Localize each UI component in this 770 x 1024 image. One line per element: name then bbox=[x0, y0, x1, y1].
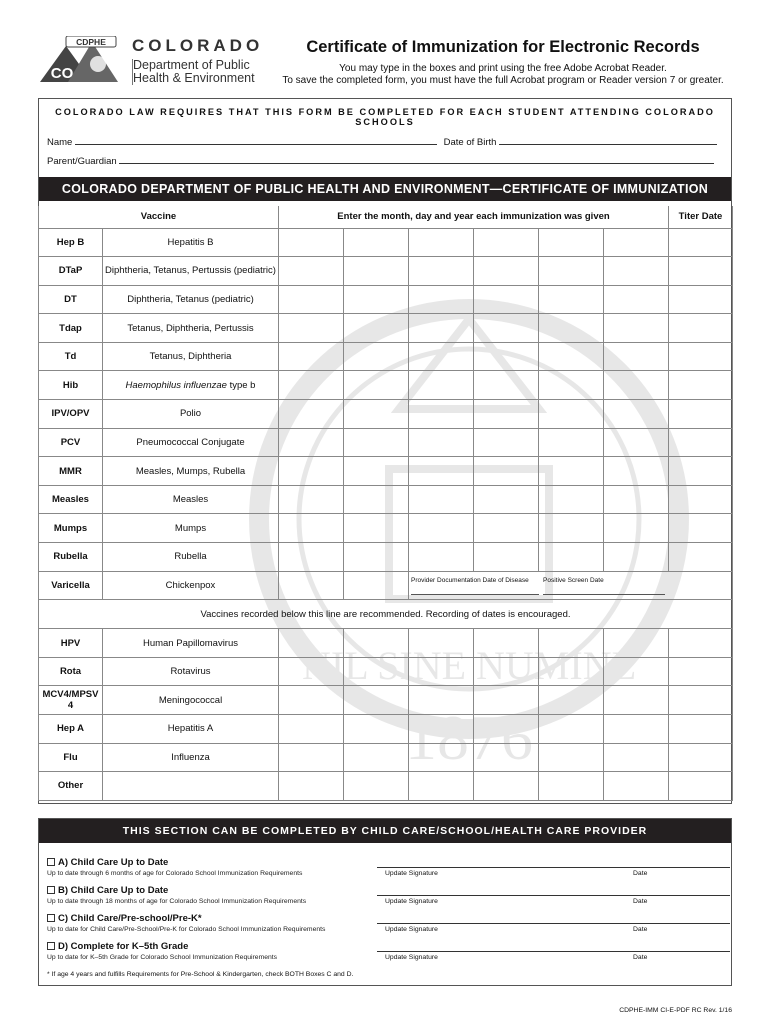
provider-documentation-field[interactable]: Provider Documentation Date of Disease bbox=[411, 575, 539, 595]
titer-date-field[interactable] bbox=[669, 485, 733, 514]
vaccine-abbr: Rubella bbox=[39, 543, 103, 572]
vaccine-abbr: DT bbox=[39, 285, 103, 314]
recommended-note: Vaccines recorded below this line are recommended. Recording of dates is encouraged. bbox=[39, 600, 733, 629]
dose-date-field[interactable] bbox=[344, 285, 409, 314]
dose-date-field[interactable] bbox=[474, 657, 539, 686]
name-row bbox=[47, 135, 717, 148]
vaccine-abbr: MMR bbox=[39, 457, 103, 486]
dose-date-field[interactable] bbox=[409, 743, 474, 772]
dose-date-field[interactable] bbox=[474, 314, 539, 343]
vaccine-name: Mumps bbox=[103, 514, 279, 543]
dose-date-field[interactable] bbox=[279, 400, 344, 429]
dose-date-field[interactable] bbox=[604, 457, 669, 486]
dose-date-field[interactable] bbox=[539, 485, 604, 514]
dose-date-field[interactable] bbox=[344, 686, 409, 715]
positive-screen-field[interactable]: Positive Screen Date bbox=[543, 575, 665, 595]
vaccine-name bbox=[103, 371, 279, 400]
dob-label: Date of Birth bbox=[443, 137, 497, 148]
vaccine-abbr: Flu bbox=[39, 743, 103, 772]
vaccine-abbr: Varicella bbox=[39, 571, 103, 600]
vaccine-abbr: MCV4/MPSV 4 bbox=[39, 686, 103, 715]
certificate-frame bbox=[38, 98, 732, 804]
disease-documentation-cell bbox=[409, 571, 733, 600]
vaccine-name: Influenza bbox=[103, 743, 279, 772]
name-field[interactable] bbox=[75, 135, 437, 145]
logo-initials: CO bbox=[50, 65, 74, 82]
dose-date-field[interactable] bbox=[344, 657, 409, 686]
seal-motto: NIL SINE NUMINE bbox=[301, 643, 637, 688]
dose-date-field[interactable] bbox=[474, 514, 539, 543]
signature-line[interactable] bbox=[377, 895, 730, 905]
dose-date-field[interactable] bbox=[539, 772, 604, 801]
dose-date-field[interactable] bbox=[539, 715, 604, 744]
dose-date-field[interactable] bbox=[604, 715, 669, 744]
vaccine-row bbox=[39, 285, 733, 314]
dose-date-field[interactable] bbox=[344, 715, 409, 744]
form-title: Certificate of Immunization for Electronic Records bbox=[306, 38, 700, 56]
dose-date-field[interactable] bbox=[409, 257, 474, 286]
dose-date-field[interactable] bbox=[409, 428, 474, 457]
vaccine-row bbox=[39, 314, 733, 343]
name-label: Name bbox=[47, 137, 73, 148]
titer-date-field[interactable] bbox=[669, 257, 733, 286]
dose-date-field[interactable] bbox=[409, 285, 474, 314]
titer-date-field[interactable] bbox=[669, 629, 733, 658]
dose-date-field[interactable] bbox=[409, 686, 474, 715]
titer-date-field[interactable] bbox=[669, 314, 733, 343]
dose-date-field[interactable] bbox=[604, 371, 669, 400]
dose-date-field[interactable] bbox=[604, 629, 669, 658]
option-description: Up to date through 6 months of age for Colorado School Immunization Requirements bbox=[47, 870, 303, 877]
titer-date-field[interactable] bbox=[669, 743, 733, 772]
dose-date-field[interactable] bbox=[474, 400, 539, 429]
vaccine-row-varicella bbox=[39, 571, 733, 600]
vaccine-name bbox=[103, 772, 279, 801]
vaccine-name: Human Papillomavirus bbox=[103, 629, 279, 658]
dose-date-field[interactable] bbox=[474, 428, 539, 457]
vaccine-name: Diphtheria, Tetanus, Pertussis (pediatric) bbox=[103, 257, 279, 286]
dose-date-field[interactable] bbox=[604, 772, 669, 801]
dose-date-field[interactable] bbox=[409, 543, 474, 572]
vaccine-row bbox=[39, 485, 733, 514]
option-checkbox[interactable] bbox=[47, 886, 55, 894]
dob-field[interactable] bbox=[499, 135, 717, 145]
dose-date-field[interactable] bbox=[344, 743, 409, 772]
dose-date-field[interactable] bbox=[409, 657, 474, 686]
dose-date-field[interactable] bbox=[474, 342, 539, 371]
vaccine-name: Rubella bbox=[103, 543, 279, 572]
vaccine-abbr: Measles bbox=[39, 485, 103, 514]
vaccine-name-italic: Haemophilus influenzae bbox=[125, 379, 227, 391]
titer-date-field[interactable] bbox=[669, 228, 733, 257]
vaccine-row bbox=[39, 228, 733, 257]
dose-date-field[interactable] bbox=[604, 257, 669, 286]
option-checkbox[interactable] bbox=[47, 858, 55, 866]
dose-date-field[interactable] bbox=[604, 657, 669, 686]
vaccine-name: Diphtheria, Tetanus (pediatric) bbox=[103, 285, 279, 314]
dose-date-field[interactable] bbox=[279, 485, 344, 514]
col-header-vaccine: Vaccine bbox=[39, 206, 279, 228]
provider-section bbox=[38, 818, 732, 986]
dose-date-field[interactable] bbox=[474, 629, 539, 658]
vaccine-name: Pneumococcal Conjugate bbox=[103, 428, 279, 457]
option-description: Up to date for K–5th Grade for Colorado School Immunization Requirements bbox=[47, 954, 278, 961]
dose-date-field[interactable] bbox=[409, 228, 474, 257]
dose-date-field[interactable] bbox=[474, 715, 539, 744]
col-header-titer: Titer Date bbox=[669, 206, 733, 228]
dose-date-field[interactable] bbox=[539, 257, 604, 286]
vaccine-name: Rotavirus bbox=[103, 657, 279, 686]
form-code: CDPHE-IMM CI-E-PDF RC Rev. 1/16 bbox=[619, 1007, 732, 1014]
dose-date-field[interactable] bbox=[279, 629, 344, 658]
dose-date-field[interactable] bbox=[539, 457, 604, 486]
logo-state-name: COLORADO bbox=[132, 36, 264, 55]
form-header bbox=[38, 36, 738, 88]
vaccine-abbr: Td bbox=[39, 342, 103, 371]
dose-date-field[interactable] bbox=[604, 342, 669, 371]
vaccine-row bbox=[39, 772, 733, 801]
logo-badge-text: CDPHE bbox=[76, 37, 106, 47]
dose-date-field[interactable] bbox=[474, 485, 539, 514]
provider-option bbox=[47, 913, 727, 939]
dose-date-field[interactable] bbox=[279, 571, 344, 600]
dose-date-field[interactable] bbox=[474, 686, 539, 715]
vaccine-row bbox=[39, 428, 733, 457]
vaccine-abbr: Rota bbox=[39, 657, 103, 686]
dose-date-field[interactable] bbox=[409, 371, 474, 400]
dose-date-field[interactable] bbox=[344, 514, 409, 543]
dose-date-field[interactable] bbox=[279, 257, 344, 286]
dose-date-field[interactable] bbox=[409, 629, 474, 658]
dose-date-field[interactable] bbox=[604, 485, 669, 514]
vaccine-abbr: HPV bbox=[39, 629, 103, 658]
dose-date-field[interactable] bbox=[539, 371, 604, 400]
titer-date-field[interactable] bbox=[669, 285, 733, 314]
dose-date-field[interactable] bbox=[539, 657, 604, 686]
logo-dept-line1: Department of Public bbox=[133, 58, 250, 72]
dose-date-field[interactable] bbox=[344, 772, 409, 801]
vaccine-abbr: Hep A bbox=[39, 715, 103, 744]
option-checkbox[interactable] bbox=[47, 942, 55, 950]
dose-date-field[interactable] bbox=[474, 772, 539, 801]
parent-row bbox=[47, 154, 714, 167]
subtitle-line2: To save the completed form, you must have the full Acrobat program or Reader version 7 or greater. bbox=[282, 75, 724, 86]
dose-date-field[interactable] bbox=[344, 428, 409, 457]
dose-date-field[interactable] bbox=[279, 657, 344, 686]
vaccine-abbr: Hep B bbox=[39, 228, 103, 257]
date-label: Date bbox=[633, 870, 648, 877]
vaccine-name-rest: type b bbox=[226, 379, 256, 391]
immunization-table bbox=[38, 206, 733, 801]
dose-date-field[interactable] bbox=[474, 743, 539, 772]
dose-date-field[interactable] bbox=[344, 571, 409, 600]
dose-date-field[interactable] bbox=[539, 543, 604, 572]
dose-date-field[interactable] bbox=[539, 428, 604, 457]
titer-date-field[interactable] bbox=[669, 715, 733, 744]
titer-date-field[interactable] bbox=[669, 400, 733, 429]
vaccine-abbr: Other bbox=[39, 772, 103, 801]
dose-date-field[interactable] bbox=[604, 686, 669, 715]
dose-date-field[interactable] bbox=[409, 772, 474, 801]
dose-date-field[interactable] bbox=[539, 285, 604, 314]
option-title-text: C) Child Care/Pre-school/Pre-K* bbox=[58, 913, 202, 924]
vaccine-name: Tetanus, Diphtheria bbox=[103, 342, 279, 371]
vaccine-name: Polio bbox=[103, 400, 279, 429]
dose-date-field[interactable] bbox=[604, 743, 669, 772]
dose-date-field[interactable] bbox=[409, 514, 474, 543]
option-checkbox[interactable] bbox=[47, 914, 55, 922]
dose-date-field[interactable] bbox=[539, 743, 604, 772]
logo-dept-line2: Health & Environment bbox=[133, 71, 255, 85]
titer-date-field[interactable] bbox=[669, 514, 733, 543]
parent-field[interactable] bbox=[119, 154, 714, 164]
dose-date-field[interactable] bbox=[604, 514, 669, 543]
seal-year: 1876 bbox=[405, 702, 533, 773]
dose-date-field[interactable] bbox=[539, 514, 604, 543]
dose-date-field[interactable] bbox=[279, 285, 344, 314]
option-title-text: B) Child Care Up to Date bbox=[58, 885, 169, 896]
dose-date-field[interactable] bbox=[279, 514, 344, 543]
dose-date-field[interactable] bbox=[279, 371, 344, 400]
dose-date-field[interactable] bbox=[344, 485, 409, 514]
col-header-dates: Enter the month, day and year each immunization was given bbox=[279, 206, 669, 228]
signature-line[interactable] bbox=[377, 867, 730, 877]
vaccine-name: Measles bbox=[103, 485, 279, 514]
vaccine-name: Hepatitis B bbox=[103, 228, 279, 257]
dose-date-field[interactable] bbox=[344, 543, 409, 572]
vaccine-row bbox=[39, 715, 733, 744]
dose-date-field[interactable] bbox=[279, 715, 344, 744]
dose-date-field[interactable] bbox=[474, 257, 539, 286]
vaccine-name: Meningococcal bbox=[103, 686, 279, 715]
dose-date-field[interactable] bbox=[604, 543, 669, 572]
vaccine-row bbox=[39, 743, 733, 772]
vaccine-row bbox=[39, 400, 733, 429]
parent-label: Parent/Guardian bbox=[47, 156, 117, 167]
dose-date-field[interactable] bbox=[604, 228, 669, 257]
colorado-logo-icon bbox=[38, 36, 120, 84]
dose-date-field[interactable] bbox=[344, 629, 409, 658]
subtitle-line1: You may type in the boxes and print using the free Adobe Acrobat Reader. bbox=[339, 63, 667, 74]
dose-date-field[interactable] bbox=[474, 543, 539, 572]
vaccine-name: Measles, Mumps, Rubella bbox=[103, 457, 279, 486]
dose-date-field[interactable] bbox=[409, 715, 474, 744]
vaccine-name: Tetanus, Diphtheria, Pertussis bbox=[103, 314, 279, 343]
dose-date-field[interactable] bbox=[344, 257, 409, 286]
option-title-text: D) Complete for K–5th Grade bbox=[58, 941, 189, 952]
titer-date-field[interactable] bbox=[669, 457, 733, 486]
signature-label: Update Signature bbox=[385, 926, 438, 933]
dose-date-field[interactable] bbox=[409, 400, 474, 429]
dose-date-field[interactable] bbox=[539, 314, 604, 343]
dose-date-field[interactable] bbox=[474, 371, 539, 400]
date-label: Date bbox=[633, 954, 648, 961]
date-label: Date bbox=[633, 898, 648, 905]
signature-label: Update Signature bbox=[385, 954, 438, 961]
vaccine-abbr: Hib bbox=[39, 371, 103, 400]
dose-date-field[interactable] bbox=[409, 314, 474, 343]
dose-date-field[interactable] bbox=[279, 743, 344, 772]
dose-date-field[interactable] bbox=[344, 228, 409, 257]
dose-date-field[interactable] bbox=[344, 314, 409, 343]
dose-date-field[interactable] bbox=[539, 686, 604, 715]
titer-date-field[interactable] bbox=[669, 772, 733, 801]
dose-date-field[interactable] bbox=[279, 457, 344, 486]
dose-date-field[interactable] bbox=[604, 314, 669, 343]
dose-date-field[interactable] bbox=[539, 228, 604, 257]
dose-date-field[interactable] bbox=[474, 457, 539, 486]
provider-option bbox=[47, 857, 727, 883]
titer-date-field[interactable] bbox=[669, 686, 733, 715]
titer-date-field[interactable] bbox=[669, 543, 733, 572]
dose-date-field[interactable] bbox=[344, 371, 409, 400]
vaccine-row bbox=[39, 342, 733, 371]
dose-date-field[interactable] bbox=[539, 400, 604, 429]
vaccine-row bbox=[39, 514, 733, 543]
vaccine-row bbox=[39, 257, 733, 286]
form-subtitle bbox=[268, 63, 738, 87]
dose-date-field[interactable] bbox=[279, 543, 344, 572]
dose-date-field[interactable] bbox=[344, 457, 409, 486]
vaccine-abbr: Mumps bbox=[39, 514, 103, 543]
dose-date-field[interactable] bbox=[409, 342, 474, 371]
option-description: Up to date through 18 months of age for Colorado School Immunization Requirements bbox=[47, 898, 307, 905]
vaccine-abbr: DTaP bbox=[39, 257, 103, 286]
dose-date-field[interactable] bbox=[604, 400, 669, 429]
dose-date-field[interactable] bbox=[279, 686, 344, 715]
dose-date-field[interactable] bbox=[279, 314, 344, 343]
dose-date-field[interactable] bbox=[604, 428, 669, 457]
dose-date-field[interactable] bbox=[279, 228, 344, 257]
vaccine-row bbox=[39, 686, 733, 715]
dose-date-field[interactable] bbox=[344, 342, 409, 371]
table-header-row bbox=[39, 206, 733, 228]
vaccine-name: Chickenpox bbox=[103, 571, 279, 600]
date-label: Date bbox=[633, 926, 648, 933]
vaccine-row bbox=[39, 457, 733, 486]
signature-line[interactable] bbox=[377, 923, 730, 933]
dose-date-field[interactable] bbox=[279, 428, 344, 457]
vaccine-row bbox=[39, 629, 733, 658]
titer-date-field[interactable] bbox=[669, 371, 733, 400]
vaccine-row bbox=[39, 371, 733, 400]
signature-label: Update Signature bbox=[385, 898, 438, 905]
provider-banner: THIS SECTION CAN BE COMPLETED BY CHILD CARE/SCHOOL/HEALTH CARE PROVIDER bbox=[39, 819, 731, 843]
dose-date-field[interactable] bbox=[409, 485, 474, 514]
dose-date-field[interactable] bbox=[539, 629, 604, 658]
dose-date-field[interactable] bbox=[604, 285, 669, 314]
signature-line[interactable] bbox=[377, 951, 730, 961]
titer-date-field[interactable] bbox=[669, 342, 733, 371]
vaccine-abbr: Tdap bbox=[39, 314, 103, 343]
dose-date-field[interactable] bbox=[474, 228, 539, 257]
dose-date-field[interactable] bbox=[279, 342, 344, 371]
provider-option bbox=[47, 941, 727, 967]
title-block bbox=[268, 38, 738, 87]
dose-date-field[interactable] bbox=[344, 400, 409, 429]
recommended-note-row bbox=[39, 600, 733, 629]
vaccine-abbr: IPV/OPV bbox=[39, 400, 103, 429]
dose-date-field[interactable] bbox=[474, 285, 539, 314]
law-notice: COLORADO LAW REQUIRES THAT THIS FORM BE COMPLETED FOR EACH STUDENT ATTENDING COLORADO SCHOOLS bbox=[55, 107, 715, 127]
vaccine-abbr: PCV bbox=[39, 428, 103, 457]
titer-date-field[interactable] bbox=[669, 657, 733, 686]
dose-date-field[interactable] bbox=[539, 342, 604, 371]
signature-label: Update Signature bbox=[385, 870, 438, 877]
vaccine-name: Hepatitis A bbox=[103, 715, 279, 744]
titer-date-field[interactable] bbox=[669, 428, 733, 457]
dose-date-field[interactable] bbox=[409, 457, 474, 486]
option-description: Up to date for Child Care/Pre-School/Pre-K for Colorado School Immunization Requirements bbox=[47, 926, 326, 933]
option-title-text: A) Child Care Up to Date bbox=[58, 857, 169, 868]
certificate-banner: COLORADO DEPARTMENT OF PUBLIC HEALTH AND ENVIRONMENT—CERTIFICATE OF IMMUNIZATION bbox=[39, 177, 731, 201]
footnote: * If age 4 years and fulfills Requirements for Pre-School & Kindergarten, check BOTH Boxes C and D. bbox=[47, 971, 354, 978]
dose-date-field[interactable] bbox=[279, 772, 344, 801]
vaccine-row bbox=[39, 657, 733, 686]
vaccine-row bbox=[39, 543, 733, 572]
provider-option bbox=[47, 885, 727, 911]
